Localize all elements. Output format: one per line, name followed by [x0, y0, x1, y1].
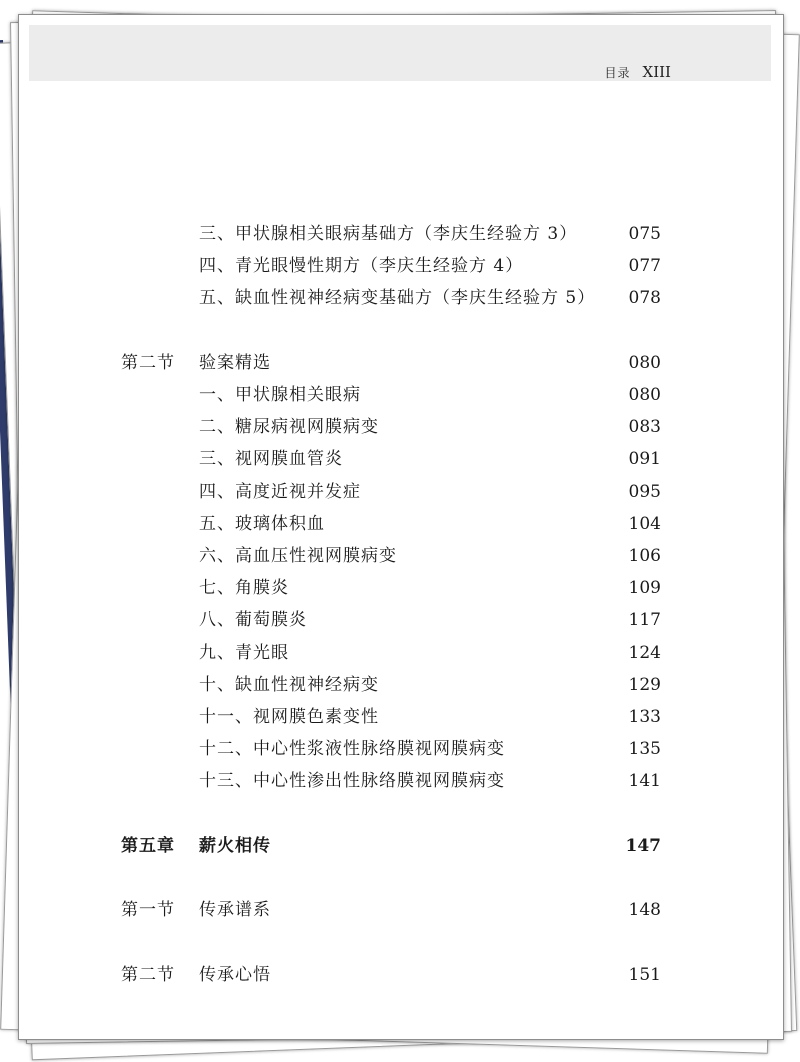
toc-entry[interactable]: [19, 574, 783, 602]
toc-entry-page: 104: [628, 514, 661, 534]
toc-section-title: 传承心悟: [199, 965, 271, 985]
toc-entry[interactable]: [19, 671, 783, 699]
toc-chapter-page: 147: [625, 836, 661, 856]
toc-entry-page: 077: [628, 256, 661, 276]
header-text: [605, 63, 671, 81]
toc-entry-title: 一、甲状腺相关眼病: [199, 385, 361, 405]
toc-section-prefix: 第二节: [121, 353, 175, 373]
toc-entry-page: 141: [628, 771, 661, 791]
toc-entry-title: 六、高血压性视网膜病变: [199, 546, 397, 566]
toc-chapter-heading[interactable]: [19, 832, 783, 860]
toc-entry-page: 080: [628, 385, 661, 405]
toc-entry[interactable]: [19, 767, 783, 795]
toc-entry[interactable]: [19, 413, 783, 441]
header-page-numeral: XIII: [642, 63, 671, 81]
toc-section-title: 验案精选: [199, 353, 271, 373]
toc-entry[interactable]: [19, 445, 783, 473]
toc-entry-page: 078: [628, 288, 661, 308]
header-section-label: 目录: [604, 66, 631, 80]
toc-entry[interactable]: [19, 735, 783, 763]
running-header: [29, 25, 771, 81]
toc-entry[interactable]: [19, 639, 783, 667]
toc-entry-title: 四、高度近视并发症: [199, 482, 361, 502]
toc-entry-page: 133: [628, 707, 661, 727]
toc-entry-page: 117: [628, 610, 661, 630]
toc-entry[interactable]: [19, 284, 783, 312]
toc-entry-title: 十二、中心性浆液性脉络膜视网膜病变: [199, 739, 505, 759]
toc-entry-title: 十一、视网膜色素变性: [199, 707, 379, 727]
toc-entry-page: 075: [628, 224, 661, 244]
toc-entry-title: 七、角膜炎: [199, 578, 289, 598]
toc-entry-page: 106: [628, 546, 661, 566]
toc-entry-title: 五、玻璃体积血: [199, 514, 325, 534]
toc-entry-page: 091: [628, 449, 661, 469]
toc-entry-title: 三、视网膜血管炎: [199, 449, 343, 469]
toc-entry-title: 五、缺血性视神经病变基础方（李庆生经验方 5）: [199, 288, 596, 308]
toc-entry[interactable]: [19, 478, 783, 506]
toc-section-heading[interactable]: [19, 961, 783, 989]
toc-entry[interactable]: [19, 252, 783, 280]
toc-section-title: 传承谱系: [199, 900, 271, 920]
toc-entry-page: 109: [628, 578, 661, 598]
toc-entry-page: 083: [628, 417, 661, 437]
toc-entry-page: 129: [628, 675, 661, 695]
toc-entry[interactable]: [19, 542, 783, 570]
toc-entry[interactable]: [19, 703, 783, 731]
toc-entry-title: 八、葡萄膜炎: [199, 610, 307, 630]
toc-entry-title: 三、甲状腺相关眼病基础方（李庆生经验方 3）: [199, 224, 578, 244]
toc-section-page: 148: [628, 900, 661, 920]
toc-entry[interactable]: [19, 220, 783, 248]
toc-entry-title: 十三、中心性渗出性脉络膜视网膜病变: [199, 771, 505, 791]
toc-entry-title: 二、糖尿病视网膜病变: [199, 417, 379, 437]
toc-entry-title: 四、青光眼慢性期方（李庆生经验方 4）: [199, 256, 524, 276]
toc-page: [18, 14, 784, 1040]
toc-entry-page: 095: [628, 482, 661, 502]
toc-chapter-prefix: 第五章: [121, 836, 175, 856]
toc-entry-page: 124: [628, 643, 661, 663]
toc-entry[interactable]: [19, 510, 783, 538]
toc-section-page: 151: [628, 965, 661, 985]
toc-chapter-title: 薪火相传: [199, 836, 271, 856]
toc-entry-page: 135: [628, 739, 661, 759]
toc-section-heading[interactable]: [19, 896, 783, 924]
toc-section-prefix: 第一节: [121, 900, 175, 920]
toc-entry-title: 九、青光眼: [199, 643, 289, 663]
toc-section-heading[interactable]: [19, 349, 783, 377]
toc-section-page: 080: [628, 353, 661, 373]
toc-entry-title: 十、缺血性视神经病变: [199, 675, 379, 695]
toc-entry[interactable]: [19, 606, 783, 634]
toc-entry[interactable]: [19, 381, 783, 409]
toc-section-prefix: 第二节: [121, 965, 175, 985]
